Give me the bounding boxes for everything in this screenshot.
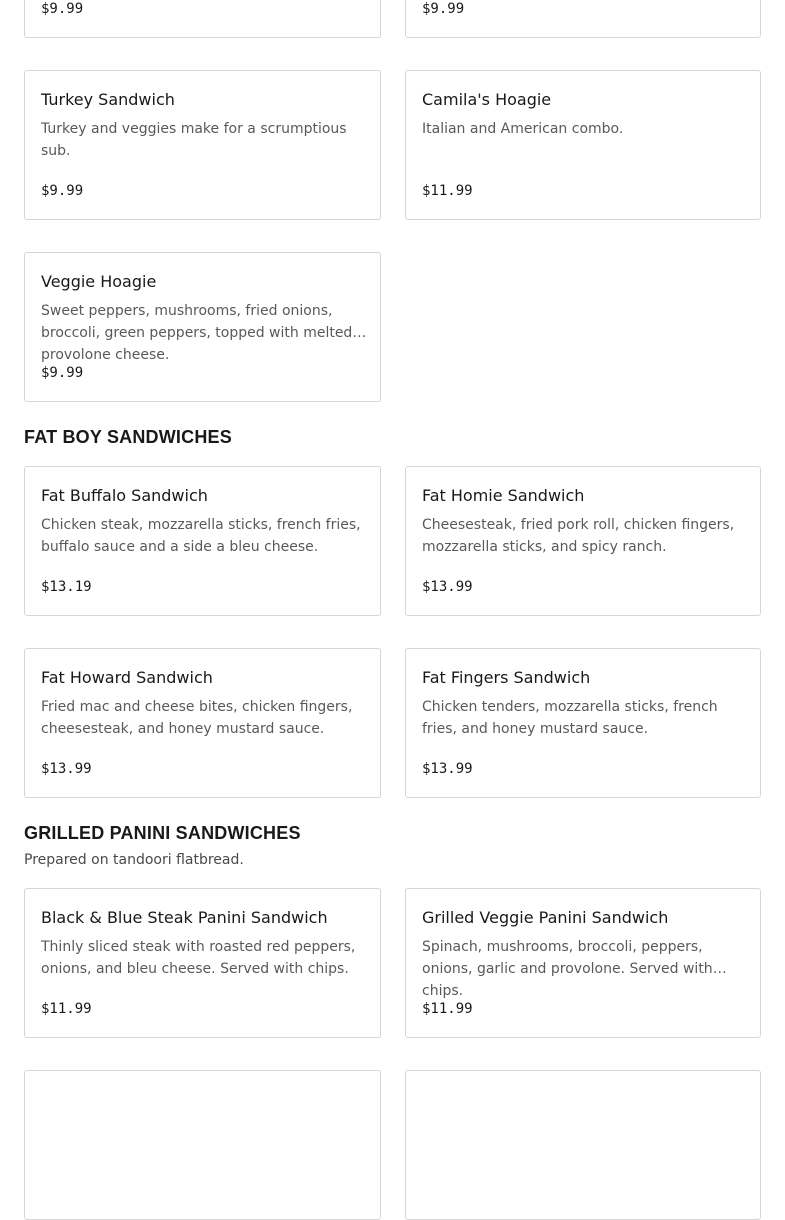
item-name: Fat Homie Sandwich bbox=[422, 486, 585, 505]
item-description: Turkey and veggies make for a scrumptious sub. bbox=[41, 121, 347, 159]
menu-item-card[interactable] bbox=[405, 648, 761, 798]
menu-item-card[interactable] bbox=[24, 466, 381, 616]
item-name: Fat Fingers Sandwich bbox=[422, 668, 591, 687]
menu-item-card[interactable] bbox=[405, 466, 761, 616]
menu-item-card[interactable] bbox=[24, 0, 381, 38]
item-price: $11.99 bbox=[422, 183, 473, 199]
item-price: $13.99 bbox=[41, 761, 92, 777]
item-description: Sweet peppers, mushrooms, fried onions, broccoli, green peppers, topped with melted provolone cheese. bbox=[41, 303, 353, 363]
item-description: Chicken steak, mozzarella sticks, french fries, buffalo sauce and a side a bleu cheese. bbox=[41, 517, 361, 555]
menu-item-card[interactable] bbox=[24, 888, 381, 1038]
item-price: $9.99 bbox=[41, 365, 84, 381]
item-description: Italian and American combo. bbox=[422, 121, 624, 137]
item-price: $11.99 bbox=[422, 1001, 473, 1017]
item-name: Turkey Sandwich bbox=[41, 90, 175, 109]
item-description: Cheesesteak, fried pork roll, chicken fingers, mozzarella sticks, and spicy ranch. bbox=[422, 517, 735, 555]
item-price: $9.99 bbox=[41, 183, 84, 199]
item-description: Fried mac and cheese bites, chicken fingers, cheesesteak, and honey mustard sauce. bbox=[41, 699, 353, 737]
menu-item-card[interactable] bbox=[24, 252, 381, 402]
item-name: Camila's Hoagie bbox=[422, 90, 552, 109]
item-description: Chicken tenders, mozzarella sticks, french fries, and honey mustard sauce. bbox=[422, 699, 718, 737]
menu-item-card[interactable] bbox=[405, 888, 761, 1038]
item-description: Thinly sliced steak with roasted red peppers, onions, and bleu cheese. Served with chips. bbox=[41, 939, 356, 977]
section-subtitle: Prepared on tandoori flatbread. bbox=[24, 852, 244, 868]
item-name: Black & Blue Steak Panini Sandwich bbox=[41, 908, 328, 927]
item-price: $13.99 bbox=[422, 579, 473, 595]
menu-item-card[interactable] bbox=[24, 648, 381, 798]
item-name: Veggie Hoagie bbox=[41, 272, 157, 291]
item-price: $11.99 bbox=[41, 1001, 92, 1017]
item-price: $13.19 bbox=[41, 579, 92, 595]
section-title-panini: GRILLED PANINI SANDWICHES bbox=[24, 823, 301, 843]
menu-item-card[interactable] bbox=[405, 70, 761, 220]
item-price: $9.99 bbox=[41, 1, 84, 17]
menu-item-card[interactable] bbox=[405, 0, 761, 38]
item-name: Grilled Veggie Panini Sandwich bbox=[422, 908, 669, 927]
menu-item-card[interactable] bbox=[405, 1070, 761, 1220]
menu-item-card[interactable] bbox=[24, 1070, 381, 1220]
section-title-fat-boy: FAT BOY SANDWICHES bbox=[24, 427, 232, 447]
item-name: Fat Howard Sandwich bbox=[41, 668, 213, 687]
item-price: $13.99 bbox=[422, 761, 473, 777]
item-price: $9.99 bbox=[422, 1, 465, 17]
item-description: Spinach, mushrooms, broccoli, peppers, onions, garlic and provolone. Served with chips. bbox=[422, 939, 713, 999]
item-name: Fat Buffalo Sandwich bbox=[41, 486, 208, 505]
menu-item-card[interactable] bbox=[24, 70, 381, 220]
